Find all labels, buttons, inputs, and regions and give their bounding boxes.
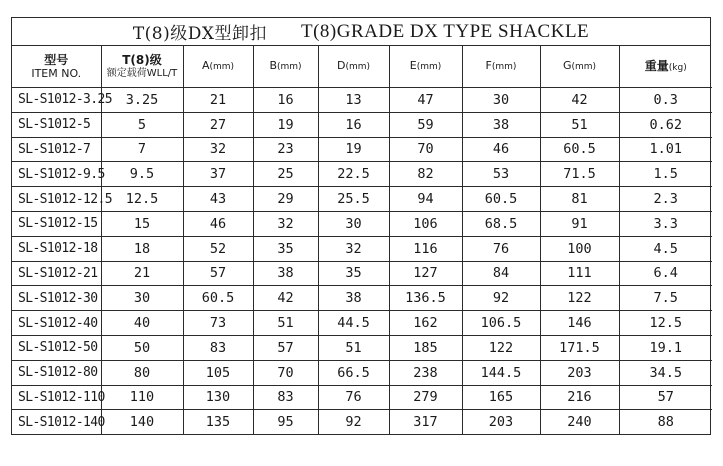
table-row <box>12 311 712 336</box>
cell-g: 240 <box>540 410 619 434</box>
cell-wll: 40 <box>101 311 183 336</box>
table-row <box>12 410 712 434</box>
header-wll <box>101 46 183 88</box>
cell-d: 25.5 <box>318 187 389 212</box>
shackle-spec-table <box>12 46 712 434</box>
header-wll-label: 额定载荷WLL/T <box>106 67 178 79</box>
cell-f: 203 <box>462 410 540 434</box>
cell-wll: 12.5 <box>101 187 183 212</box>
cell-model: SL-S1012-80 <box>12 360 101 385</box>
cell-wll: 140 <box>101 410 183 434</box>
cell-d: 13 <box>318 88 389 113</box>
cell-g: 171.5 <box>540 335 619 360</box>
cell-wll: 110 <box>101 385 183 410</box>
title-chinese: T(8)级DX型卸扣 <box>132 24 267 44</box>
header-g-label: G <box>562 59 572 72</box>
cell-e: 238 <box>389 360 462 385</box>
cell-model: SL-S1012-12.5 <box>12 187 101 212</box>
table-row <box>12 88 712 113</box>
cell-d: 32 <box>318 236 389 261</box>
header-d <box>318 46 389 88</box>
spec-sheet <box>11 17 711 435</box>
cell-weight: 0.3 <box>619 88 712 113</box>
cell-weight: 1.01 <box>619 137 712 162</box>
cell-f: 60.5 <box>462 187 540 212</box>
cell-g: 146 <box>540 311 619 336</box>
cell-model: SL-S1012-40 <box>12 311 101 336</box>
header-f <box>462 46 540 88</box>
cell-weight: 6.4 <box>619 261 712 286</box>
header-e-label: E <box>409 59 417 72</box>
cell-f: 84 <box>462 261 540 286</box>
cell-model: SL-S1012-9.5 <box>12 162 101 187</box>
cell-d: 16 <box>318 112 389 137</box>
cell-e: 116 <box>389 236 462 261</box>
cell-d: 22.5 <box>318 162 389 187</box>
cell-b: 38 <box>253 261 318 286</box>
cell-b: 95 <box>253 410 318 434</box>
cell-d: 92 <box>318 410 389 434</box>
cell-a: 37 <box>183 162 253 187</box>
cell-a: 130 <box>183 385 253 410</box>
cell-a: 83 <box>183 335 253 360</box>
cell-a: 32 <box>183 137 253 162</box>
header-a <box>183 46 253 88</box>
cell-f: 38 <box>462 112 540 137</box>
cell-g: 100 <box>540 236 619 261</box>
cell-wll: 30 <box>101 286 183 311</box>
cell-a: 57 <box>183 261 253 286</box>
cell-d: 76 <box>318 385 389 410</box>
cell-weight: 19.1 <box>619 335 712 360</box>
header-d-label: D <box>336 59 346 72</box>
cell-g: 71.5 <box>540 162 619 187</box>
cell-b: 57 <box>253 335 318 360</box>
cell-a: 21 <box>183 88 253 113</box>
header-g <box>540 46 619 88</box>
table-row <box>12 187 712 212</box>
header-f-unit: (mm) <box>491 62 517 72</box>
cell-d: 30 <box>318 211 389 236</box>
cell-g: 203 <box>540 360 619 385</box>
cell-b: 16 <box>253 88 318 113</box>
header-model-en: ITEM NO. <box>31 66 82 80</box>
cell-e: 162 <box>389 311 462 336</box>
header-b <box>253 46 318 88</box>
cell-g: 42 <box>540 88 619 113</box>
cell-weight: 34.5 <box>619 360 712 385</box>
cell-g: 51 <box>540 112 619 137</box>
cell-f: 106.5 <box>462 311 540 336</box>
cell-d: 66.5 <box>318 360 389 385</box>
header-row <box>12 46 712 88</box>
table-row <box>12 360 712 385</box>
cell-f: 76 <box>462 236 540 261</box>
table-row <box>12 211 712 236</box>
cell-wll: 7 <box>101 137 183 162</box>
cell-model: SL-S1012-3.25 <box>12 88 101 113</box>
cell-e: 136.5 <box>389 286 462 311</box>
cell-a: 43 <box>183 187 253 212</box>
header-b-label: B <box>269 59 277 72</box>
cell-wll: 50 <box>101 335 183 360</box>
table-row <box>12 335 712 360</box>
cell-weight: 7.5 <box>619 286 712 311</box>
cell-e: 279 <box>389 385 462 410</box>
table-row <box>12 112 712 137</box>
cell-f: 122 <box>462 335 540 360</box>
cell-weight: 2.3 <box>619 187 712 212</box>
cell-f: 68.5 <box>462 211 540 236</box>
cell-b: 25 <box>253 162 318 187</box>
header-g-unit: (mm) <box>571 62 597 72</box>
cell-a: 52 <box>183 236 253 261</box>
cell-wll: 21 <box>101 261 183 286</box>
cell-f: 53 <box>462 162 540 187</box>
cell-e: 127 <box>389 261 462 286</box>
cell-f: 30 <box>462 88 540 113</box>
cell-wll: 3.25 <box>101 88 183 113</box>
header-a-unit: (mm) <box>209 62 235 72</box>
header-weight-unit: (kg) <box>668 62 687 73</box>
header-f-label: F <box>485 59 492 72</box>
cell-d: 38 <box>318 286 389 311</box>
cell-g: 216 <box>540 385 619 410</box>
cell-model: SL-S1012-5 <box>12 112 101 137</box>
table-row <box>12 261 712 286</box>
header-d-unit: (mm) <box>345 62 371 72</box>
cell-b: 32 <box>253 211 318 236</box>
cell-g: 91 <box>540 211 619 236</box>
cell-model: SL-S1012-7 <box>12 137 101 162</box>
table-row <box>12 236 712 261</box>
table-row <box>12 385 712 410</box>
header-weight <box>619 46 712 88</box>
cell-f: 144.5 <box>462 360 540 385</box>
cell-f: 165 <box>462 385 540 410</box>
cell-e: 94 <box>389 187 462 212</box>
cell-weight: 0.62 <box>619 112 712 137</box>
header-a-label: A <box>201 59 210 72</box>
cell-g: 111 <box>540 261 619 286</box>
table-title <box>12 18 710 46</box>
cell-b: 19 <box>253 112 318 137</box>
header-wll-grade: T(8)级 <box>122 52 162 67</box>
cell-b: 70 <box>253 360 318 385</box>
cell-weight: 57 <box>619 385 712 410</box>
cell-model: SL-S1012-18 <box>12 236 101 261</box>
cell-a: 46 <box>183 211 253 236</box>
table-row <box>12 137 712 162</box>
cell-b: 29 <box>253 187 318 212</box>
table-row <box>12 286 712 311</box>
cell-d: 35 <box>318 261 389 286</box>
cell-g: 60.5 <box>540 137 619 162</box>
cell-model: SL-S1012-30 <box>12 286 101 311</box>
cell-e: 59 <box>389 112 462 137</box>
cell-weight: 4.5 <box>619 236 712 261</box>
cell-wll: 15 <box>101 211 183 236</box>
cell-weight: 12.5 <box>619 311 712 336</box>
cell-wll: 18 <box>101 236 183 261</box>
cell-d: 51 <box>318 335 389 360</box>
header-b-unit: (mm) <box>276 62 302 72</box>
cell-weight: 3.3 <box>619 211 712 236</box>
cell-d: 19 <box>318 137 389 162</box>
cell-f: 92 <box>462 286 540 311</box>
cell-model: SL-S1012-140 <box>12 410 101 434</box>
cell-a: 60.5 <box>183 286 253 311</box>
cell-f: 46 <box>462 137 540 162</box>
cell-model: SL-S1012-110 <box>12 385 101 410</box>
cell-g: 81 <box>540 187 619 212</box>
cell-weight: 88 <box>619 410 712 434</box>
cell-a: 73 <box>183 311 253 336</box>
cell-g: 122 <box>540 286 619 311</box>
table-body <box>12 88 712 435</box>
cell-d: 44.5 <box>318 311 389 336</box>
header-e-unit: (mm) <box>416 62 442 72</box>
cell-model: SL-S1012-15 <box>12 211 101 236</box>
header-model <box>12 46 101 88</box>
title-english: T(8)GRADE DX TYPE SHACKLE <box>300 20 590 42</box>
header-weight-label: 重量 <box>644 58 669 73</box>
cell-a: 27 <box>183 112 253 137</box>
header-e <box>389 46 462 88</box>
cell-a: 105 <box>183 360 253 385</box>
cell-wll: 9.5 <box>101 162 183 187</box>
table-row <box>12 162 712 187</box>
cell-b: 42 <box>253 286 318 311</box>
cell-a: 135 <box>183 410 253 434</box>
cell-model: SL-S1012-21 <box>12 261 101 286</box>
header-model-zh: 型号 <box>44 52 69 67</box>
cell-b: 35 <box>253 236 318 261</box>
cell-e: 317 <box>389 410 462 434</box>
cell-b: 51 <box>253 311 318 336</box>
cell-e: 82 <box>389 162 462 187</box>
cell-e: 47 <box>389 88 462 113</box>
cell-wll: 80 <box>101 360 183 385</box>
cell-weight: 1.5 <box>619 162 712 187</box>
cell-wll: 5 <box>101 112 183 137</box>
cell-b: 23 <box>253 137 318 162</box>
cell-e: 106 <box>389 211 462 236</box>
cell-e: 185 <box>389 335 462 360</box>
cell-model: SL-S1012-50 <box>12 335 101 360</box>
cell-b: 83 <box>253 385 318 410</box>
cell-e: 70 <box>389 137 462 162</box>
